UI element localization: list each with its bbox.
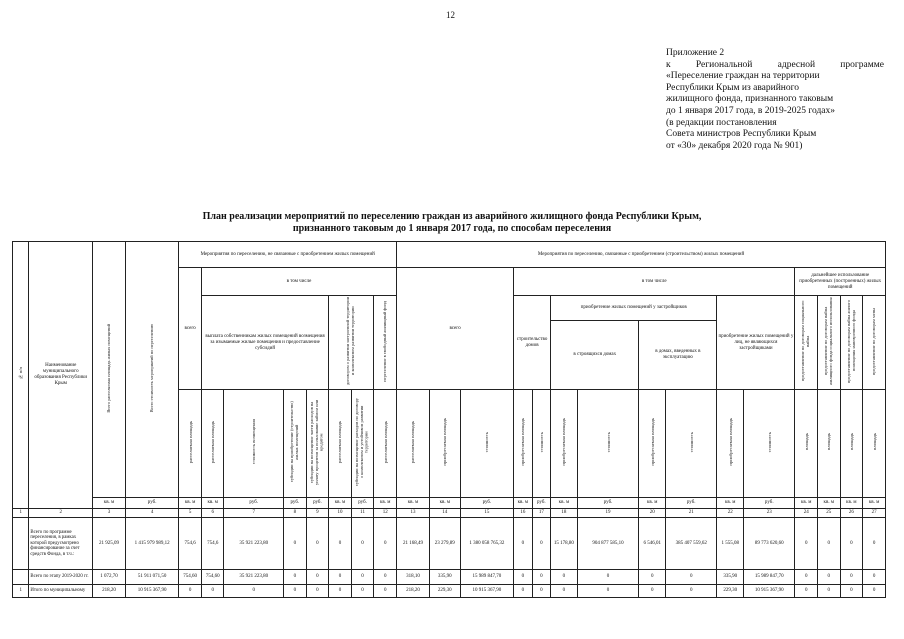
table-cell: 0: [551, 570, 578, 585]
column-number: 12: [374, 509, 397, 518]
table-cell: 0: [374, 585, 397, 598]
unit-cell: кв. м: [179, 498, 202, 509]
table-cell: 0: [351, 585, 374, 598]
unit-cell: кв. м: [639, 498, 666, 509]
unit-cell: кв. м: [795, 498, 818, 509]
unit-cell: кв. м: [818, 498, 841, 509]
table-cell: 0: [840, 585, 863, 598]
column-number: 11: [351, 509, 374, 518]
header-incl-2: в том числе: [514, 268, 795, 296]
table-cell: 0: [284, 585, 307, 598]
column-number: 23: [744, 509, 795, 518]
appendix-line: «Переселение граждан на территории: [666, 71, 820, 82]
table-cell: 0: [639, 570, 666, 585]
table-cell: 0: [329, 570, 352, 585]
appendix-word: программе: [840, 59, 884, 70]
unit-cell: руб.: [306, 498, 329, 509]
column-number: 6: [201, 509, 224, 518]
table-cell: 0: [532, 585, 550, 598]
unit-cell: руб.: [224, 498, 284, 509]
row-name: Итого по муниципальному: [29, 585, 93, 598]
table-row: [13, 585, 886, 598]
table-cell: 0: [795, 518, 818, 570]
unit-cell: кв. м: [840, 498, 863, 509]
table-cell: 0: [577, 570, 639, 585]
table-cell: 15 989 847,70: [744, 570, 795, 585]
sub-area-6: расселяемая площадь: [201, 390, 224, 498]
resettlement-plan-table: [12, 241, 886, 598]
table-cell: 10 915 367,90: [744, 585, 795, 598]
unit-cell: руб.: [666, 498, 717, 509]
table-cell: 0: [201, 585, 224, 598]
table-cell: 904 877 585,10: [577, 518, 639, 570]
table-cell: 0: [374, 518, 397, 570]
table-cell: 218,20: [93, 585, 126, 598]
table-cell: 754,6: [179, 518, 202, 570]
table-cell: 1 415 979 989,12: [125, 518, 178, 570]
column-number: 21: [666, 509, 717, 518]
header-commercial: предоставление по договорам найма жилого помещения маневренного фонда: [840, 296, 863, 390]
header-buy-non-developers: приобретение жилых помещений у лиц, не являющихся застройщиками: [717, 296, 795, 390]
unit-cell: руб.: [351, 498, 374, 509]
header-name: Наименование муниципального образования Республики Крым: [29, 242, 93, 509]
appendix-line: от «30» декабря 2020 года № 901): [666, 140, 803, 151]
table-cell: 10 915 367,90: [125, 585, 178, 598]
table-cell: 15 989 847,70: [460, 570, 513, 585]
appendix-line: Приложение 2: [666, 48, 725, 58]
unit-cell: кв. м: [374, 498, 397, 509]
header-total-2: всего: [397, 268, 514, 390]
table-cell: 0: [863, 518, 886, 570]
header-free-fund: переселение в свободный жилищный фонд: [374, 296, 397, 390]
sub-cost-17: стоимость: [532, 390, 550, 498]
header-total-area: Всего расселяемая площадь жилых помещений: [93, 242, 126, 498]
appendix-header: [666, 48, 884, 152]
column-number: 5: [179, 509, 202, 518]
sub-area-5: расселяемая площадь: [179, 390, 202, 498]
sub-acq-22: приобретаемая площадь: [717, 390, 744, 498]
sub-area-24: площадь: [795, 390, 818, 498]
table-cell: 0: [795, 585, 818, 598]
header-group-acquisition: Мероприятия по переселению, связанные с приобретением (строительством) жилых помещений: [397, 242, 886, 268]
table-cell: 0: [840, 518, 863, 570]
table-cell: 754,6: [201, 518, 224, 570]
table-cell: 0: [551, 585, 578, 598]
table-cell: 23 279,89: [429, 518, 460, 570]
table-cell: 0: [514, 570, 532, 585]
table-row: [13, 570, 886, 585]
header-incl-1: в том числе: [201, 268, 396, 296]
column-number: 10: [329, 509, 352, 518]
table-cell: 0: [532, 570, 550, 585]
table-cell: 0: [306, 570, 329, 585]
table-cell: 0: [795, 570, 818, 585]
sub-acq-18: приобретаемая площадь: [551, 390, 578, 498]
units-row: [13, 498, 886, 509]
table-cell: 21 168,49: [397, 518, 430, 570]
table-cell: 0: [329, 518, 352, 570]
header-payout: выплата собственникам жилых помещений возмещения за изымаемые жилые помещения и предоставление субсидий: [201, 296, 328, 390]
table-cell: 15 178,80: [551, 518, 578, 570]
column-number: 18: [551, 509, 578, 518]
sub-area-27: площадь: [863, 390, 886, 498]
table-cell: 0: [224, 585, 284, 598]
appendix-line: Совета министров Республики Крым: [666, 129, 817, 140]
column-number: 27: [863, 509, 886, 518]
page-number: 12: [446, 10, 455, 20]
appendix-line: Республики Крым из аварийного: [666, 82, 800, 93]
column-number: 13: [397, 509, 430, 518]
appendix-line: (в редакции постановления: [666, 117, 777, 128]
column-number: 8: [284, 509, 307, 518]
unit-cell: кв. м: [551, 498, 578, 509]
header-dev-contract: договором о развитии застроенной территории и комплексном развитии территории: [329, 296, 374, 390]
header-exchange: предоставление по договорам мены: [863, 296, 886, 390]
header-num: № п/п: [13, 242, 29, 509]
appendix-word: адресной: [777, 59, 816, 70]
header-further-use: дальнейшее использование приобретенных (построенных) жилых помещений: [795, 268, 886, 296]
table-cell: 754,60: [179, 570, 202, 585]
column-number: 24: [795, 509, 818, 518]
document-title: [0, 211, 904, 235]
table-cell: 229,30: [717, 585, 744, 598]
sub-cost-21: стоимость: [666, 390, 717, 498]
header-total-cost: Всего стоимость мероприятий по переселению: [125, 242, 178, 498]
header-building: строительство домов: [514, 296, 551, 390]
title-line: признанного таковым до 1 января 2017 года, по способам переселения: [292, 223, 612, 234]
table-cell: 0: [514, 518, 532, 570]
table-cell: 0: [306, 585, 329, 598]
column-number: 17: [532, 509, 550, 518]
table-cell: 0: [284, 570, 307, 585]
appendix-line: до 1 января 2017 года, в 2019-2025 годах»: [666, 105, 836, 116]
sub-cost-23: стоимость: [744, 390, 795, 498]
sub-subsidy-9: субсидии на возмещение части расходов на уплату процентов за пользование займом или кредитом: [306, 390, 329, 498]
table-cell: 1 072,70: [93, 570, 126, 585]
unit-cell: кв. м: [863, 498, 886, 509]
sub-cost-7: стоимость возмещения: [224, 390, 284, 498]
column-number: 1: [13, 509, 29, 518]
appendix-word: Региональной: [695, 59, 753, 70]
column-number: 20: [639, 509, 666, 518]
unit-cell: кв. м: [397, 498, 430, 509]
table-cell: 89 773 620,60: [744, 518, 795, 570]
sub-subsidy-8: субсидии на приобретение (строительство) жилых помещений: [284, 390, 307, 498]
appendix-line: жилищного фонда, признанного таковым: [666, 94, 834, 105]
header-buy-developers: приобретение жилых помещений у застройщиков: [551, 296, 717, 321]
table-cell: 0: [863, 585, 886, 598]
column-number: 22: [717, 509, 744, 518]
header-total-1: всего: [179, 268, 202, 390]
column-number: 16: [514, 509, 532, 518]
table-cell: 0: [374, 570, 397, 585]
sub-cost-15: стоимость: [460, 390, 513, 498]
column-number: 25: [818, 509, 841, 518]
table-cell: 385 407 559,62: [666, 518, 717, 570]
table-row: [13, 518, 886, 570]
sub-area-26: площадь: [840, 390, 863, 498]
table-cell: 754,60: [201, 570, 224, 585]
table-cell: 1 380 058 765,32: [460, 518, 513, 570]
title-line: План реализации мероприятий по переселению граждан из аварийного жилищного фонда Республики Крым,: [202, 211, 702, 222]
header-managed: предоставление по договорам найма жилищного фонда социального использования: [818, 296, 841, 390]
column-number: 7: [224, 509, 284, 518]
table-cell: 0: [818, 518, 841, 570]
row-name: Всего по программе переселения, в рамках которой предусмотрено финансирование за счет средств Фонда, в т.ч.:: [29, 518, 93, 570]
sub-area-12: расселяемая площадь: [374, 390, 397, 498]
table-cell: 229,30: [429, 585, 460, 598]
column-number: 15: [460, 509, 513, 518]
table-cell: 0: [639, 585, 666, 598]
unit-cell: кв. м: [514, 498, 532, 509]
table-cell: 0: [666, 585, 717, 598]
column-number: 9: [306, 509, 329, 518]
column-number: 4: [125, 509, 178, 518]
header-social: предоставление по договорам социального найма: [795, 296, 818, 390]
appendix-line-justified: [666, 60, 884, 72]
header-group-not-acquisition: Мероприятия по переселению, не связанные с приобретением жилых помещений: [179, 242, 397, 268]
row-number: 1: [13, 585, 29, 598]
table-cell: 35 921 223,80: [224, 570, 284, 585]
table-cell: 10 915 367,90: [460, 585, 513, 598]
unit-cell: руб.: [532, 498, 550, 509]
unit-cell: руб.: [460, 498, 513, 509]
unit-cell: руб.: [125, 498, 178, 509]
table-cell: 0: [666, 570, 717, 585]
table-cell: 6 546,01: [639, 518, 666, 570]
sub-subsidy-11: субсидии на возмещение расходов по договору о комплексном и устойчивом развитии территории: [351, 390, 374, 498]
column-numbers-row: [13, 509, 886, 518]
unit-cell: руб.: [577, 498, 639, 509]
header-under-construction: в строящихся домах: [551, 321, 639, 390]
table-cell: 0: [351, 518, 374, 570]
row-number: [13, 570, 29, 585]
unit-cell: руб.: [284, 498, 307, 509]
unit-cell: кв. м: [429, 498, 460, 509]
column-number: 19: [577, 509, 639, 518]
column-number: 26: [840, 509, 863, 518]
table-cell: 0: [532, 518, 550, 570]
table-cell: 51 911 071,50: [125, 570, 178, 585]
sub-area-13: расселяемая площадь: [397, 390, 430, 498]
table-cell: 35 921 223,80: [224, 518, 284, 570]
table-cell: 0: [863, 570, 886, 585]
row-number: [13, 518, 29, 570]
table-cell: 1 555,08: [717, 518, 744, 570]
sub-area-10: расселяемая площадь: [329, 390, 352, 498]
table-cell: 0: [840, 570, 863, 585]
appendix-word: к: [666, 59, 671, 70]
unit-cell: кв. м: [201, 498, 224, 509]
sub-acq-16: приобретаемая площадь: [514, 390, 532, 498]
sub-acq-14: приобретаемая площадь: [429, 390, 460, 498]
table-cell: 0: [577, 585, 639, 598]
unit-cell: кв. м: [329, 498, 352, 509]
table-cell: 218,20: [397, 585, 430, 598]
unit-cell: кв. м: [93, 498, 126, 509]
header-in-use: в домах, введенных в эксплуатацию: [639, 321, 717, 390]
unit-cell: руб.: [744, 498, 795, 509]
sub-cost-19: стоимость: [577, 390, 639, 498]
table-cell: 335,90: [717, 570, 744, 585]
sub-acq-20: приобретаемая площадь: [639, 390, 666, 498]
table-cell: 0: [514, 585, 532, 598]
column-number: 14: [429, 509, 460, 518]
table-cell: 0: [284, 518, 307, 570]
table-cell: 0: [818, 585, 841, 598]
table-cell: 21 925,09: [93, 518, 126, 570]
row-name: Всего по этапу 2019-2020 гг.: [29, 570, 93, 585]
table-cell: 0: [818, 570, 841, 585]
table-cell: 335,90: [429, 570, 460, 585]
sub-area-25: площадь: [818, 390, 841, 498]
table-cell: 0: [351, 570, 374, 585]
table-cell: 318,10: [397, 570, 430, 585]
column-number: 3: [93, 509, 126, 518]
unit-cell: кв. м: [717, 498, 744, 509]
column-number: 2: [29, 509, 93, 518]
table-cell: 0: [306, 518, 329, 570]
table-cell: 0: [179, 585, 202, 598]
table-cell: 0: [329, 585, 352, 598]
